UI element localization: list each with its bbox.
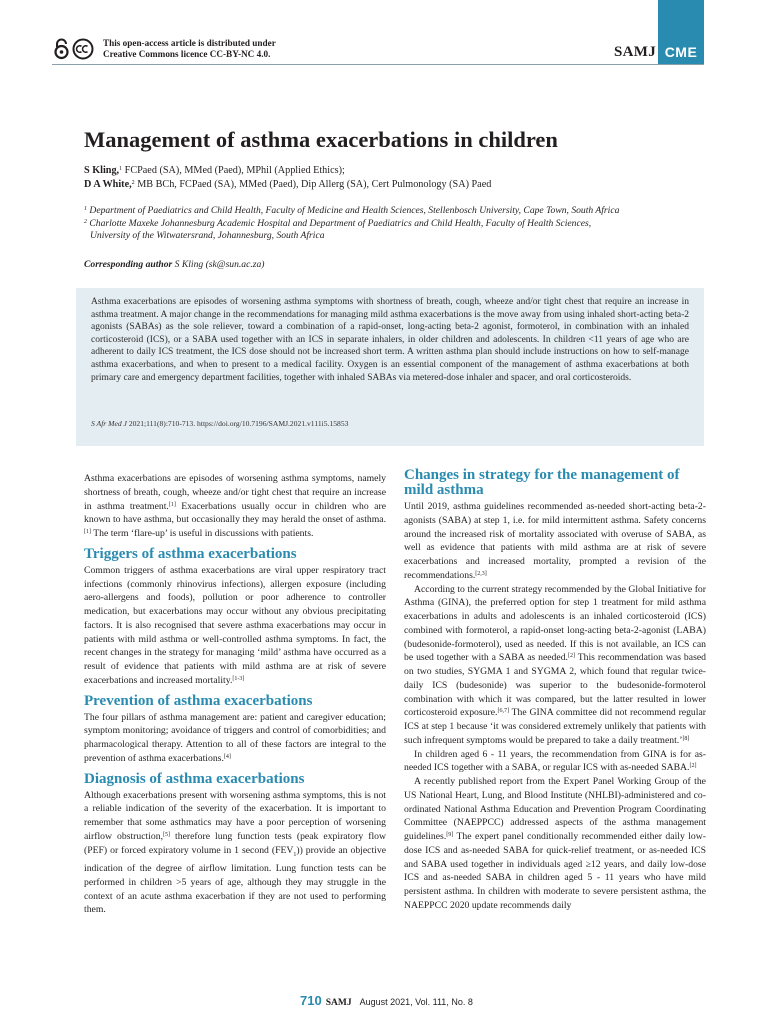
affiliation-1 [84,205,619,218]
author-quals: MB BCh, FCPaed (SA), MMed (Paed), Dip Allerg (SA), Cert Pulmonology (SA) Paed [134,179,492,190]
left-column [84,472,386,917]
page-footer [300,992,473,1010]
reference-mark: [9] [446,832,454,838]
author-list [84,164,491,192]
page-number: 710 [300,993,322,1008]
author-affil-mark: 1 [119,166,123,172]
reference-mark: [5] [163,831,171,838]
affiliation-mark: 1 [84,206,87,212]
diagnosis-paragraph: Although exacerbations present with worsening asthma symptoms, this is not a reliable indication of the severity of the exacerbation. It is important to remember that some asthmatics may have a poor perception of worsening airflow obstruction,[5] therefore lung function tests (peak expiratory flow (PEF) or forced expiratory volume in 1 second $(FEV_1)$) provide an objective indication of the degree of airflow limitation. Lung function tests can be performed in children >5 years of age, although they may struggle in the context of an acute asthma exacerbation if they are not used to performing them. [84,789,386,916]
triggers-paragraph: Common triggers of asthma exacerbations are viral upper respiratory tract infections (commonly rhinovirus infections), allergen exposure (including aero-allergens and foods), pollution or poor adherence to controller medication, but exacerbations may occur without any obvious precipitating factors. It is also recognised that severe asthma exacerbations may occur in patients with mild asthma or well-controlled asthma symptoms. In fact, the recent changes in the strategy for managing ‘mild’ asthma have occurred as a result of evidence that patients with mild asthma are at risk of severe exacerbations and increased mortality.[1-3] [84,564,386,686]
strategy-paragraph-2: According to the current strategy recommended by the Global Initiative for Asthma (GINA), the preferred option for step 1 treatment for mild asthma exacerbations in adults and adolescents is an inhaled corticosteroid (ICS) combined with formoterol, a rapid-onset long-acting beta-2-agonist (LABA) (budesonide-formoterol), used as needed. If this is not available, an ICS can be used together with a SABA as needed.[2] This recommendation was based on two studies, SYGMA 1 and SYGMA 2, which found that regular twice-daily ICS (budesonide) was superior to the budesonide-formoterol combination with which it was compared, but the latter resulted in lower corticosteroid exposure.[6,7] The GINA committee did not recommend regular ICS at step 1 because ‘it was considered extremely unlikely that patients with such infrequent symptoms would be prepared to take a daily treatment.’[8] [404,583,706,746]
abstract-text: Asthma exacerbations are episodes of worsening asthma symptoms with shortness of breath, cough, wheeze and/or tight chest that require an increase in asthma treatment. A major change in the recommendations for managing mild asthma exacerbations is the move away from using inhaled short-acting beta-2 agonists (SABAs) as the sole reliever, toward a combination of a rapid-onset, long-acting beta-2 agonist, formoterol, in combination with an inhaled corticosteroid (ICS), or a SABA used together with an ICS in separate inhalers, in older children and adolescents. In children <11 years of age who are adherent to daily ICS treatment, the ICS dose should not be increased short term. A written asthma plan should include instructions on how to self-manage asthma exacerbations, and when to present to a medical facility. Oxygen is an essential component of the management of asthma exacerbations at both primary care and emergency department facilities, together with inhaled SABAs via metered-dose inhaler and spacer, and oral corticosteroids. [91,297,689,383]
section-heading-prevention: Prevention of asthma exacerbations [84,692,313,709]
reference-mark: [6,7] [497,708,509,715]
abstract-box [76,288,704,446]
open-access-icon [56,40,68,59]
reference-mark: [1] [168,501,176,508]
license-notice [103,38,276,60]
section-heading-triggers: Triggers of asthma exacerbations [84,545,297,562]
footer-issue: August 2021, Vol. 111, No. 8 [359,997,473,1007]
corresponding-label: Corresponding author [84,259,173,270]
author-1 [84,164,491,178]
citation-journal: S Afr Med J [91,419,127,428]
reference-mark: [1-3] [232,675,245,682]
journal-name: SAMJ [614,44,657,60]
affiliation-text: Department of Paediatrics and Child Health, Faculty of Medicine and Health Sciences, Stellenbosch University, Cape Town, South Africa [87,205,620,216]
reference-mark: [8] [682,735,690,742]
affiliation-3 [84,230,619,243]
reference-mark: [2,3] [475,570,487,577]
citation-details: 2021;111(8):710-713. https://doi.org/10.7196/SAMJ.2021.v111i5.15853 [126,419,349,428]
section-heading-strategy: Changes in strategy for the management of mild asthma [404,467,680,498]
section-tab [658,0,704,64]
strategy-paragraph-1: Until 2019, asthma guidelines recommended as-needed short-acting beta-2-agonists (SABA) at step 1, i.e. for mild intermittent asthma. Safety concerns around the increased risk of mortality associated with overuse of SABA, as well as evidence that patients with mild asthma are at risk of severe exacerbations and increased mortality, prompted a revision of the recommendations.[2,3] [404,501,706,581]
article-title: Management of asthma exacerbations in children [84,127,558,152]
prevention-paragraph: The four pillars of asthma management are: patient and caregiver education; symptom monitoring; avoidance of triggers and control of comorbidities; and pharmacological therapy. Attention to all of these factors are integral to the prevention of asthma exacerbations.[4] [84,711,386,764]
reference-mark: [2] [567,653,575,660]
license-icons [52,38,98,60]
affiliation-2 [84,218,619,231]
footer-journal: SAMJ [325,998,352,1008]
intro-paragraph: Asthma exacerbations are episodes of worsening asthma symptoms, namely shortness of breath, cough, wheeze and/or tight chest that require an increase in asthma treatment.[1] Exacerbations usually occur in children who are known to have asthma, but occasionally they may herald the onset of asthma.[1] The term ‘flare-up’ is useful in discussions with patients. [84,473,386,539]
reference-mark: [4] [223,753,231,760]
right-column [404,468,706,913]
header-divider [52,64,704,65]
author-name: D A White, [84,179,132,190]
section-label: CME [664,44,698,60]
citation [91,419,348,428]
section-heading-diagnosis: Diagnosis of asthma exacerbations [84,770,305,787]
subscript: 1 [293,851,297,858]
affiliation-text: Charlotte Maxeke Johannesburg Academic Hospital and Department of Paediatrics and Child Health, Faculty of Health Sciences, [87,217,592,229]
corresponding-author [84,259,264,270]
corresponding-text: S Kling (sk@sun.ac.za) [172,259,265,270]
license-line-2: Creative Commons licence CC-BY-NC 4.0. [103,49,271,59]
affiliation-text: University of the Witwatersrand, Johannesburg, South Africa [90,230,325,241]
author-2 [84,178,491,192]
strategy-paragraph-4: A recently published report from the Expert Panel Working Group of the US National Heart, Lung, and Blood Institute (NHLBI)-administered and co-ordinated National Asthma Education and Prevention Program Coordinating Committee (NAEPPCC) addressed aspects of the asthma management guidelines.[9] The expert panel conditionally recommended either daily low-dose ICS and as-needed SABA for quick-relief treatment, or as-needed ICS and SABA used together in individuals aged ≥12 years, and daily low-dose ICS and as-needed SABA in children aged 5 - 11 years who have mild persistent asthma. In children with moderate to severe persistent asthma, the NAEPPCC 2020 update recommends daily [404,776,706,911]
author-quals: FCPaed (SA), MMed (Paed), MPhil (Applied Ethics); [122,165,345,176]
affiliation-mark: 2 [84,218,87,225]
creative-commons-icon [74,40,93,59]
reference-mark: [2] [689,763,697,770]
affiliation-list [84,205,619,243]
author-affil-mark: 2 [131,180,135,186]
reference-mark: [1] [84,529,91,535]
strategy-paragraph-3: In children aged 6 - 11 years, the recommendation from GINA is for as-needed ICS together with a SABA, or regular ICS with as-needed SABA.[2] [404,748,706,774]
author-name: S Kling, [84,165,120,176]
license-line-1: This open-access article is distributed under [103,38,276,48]
